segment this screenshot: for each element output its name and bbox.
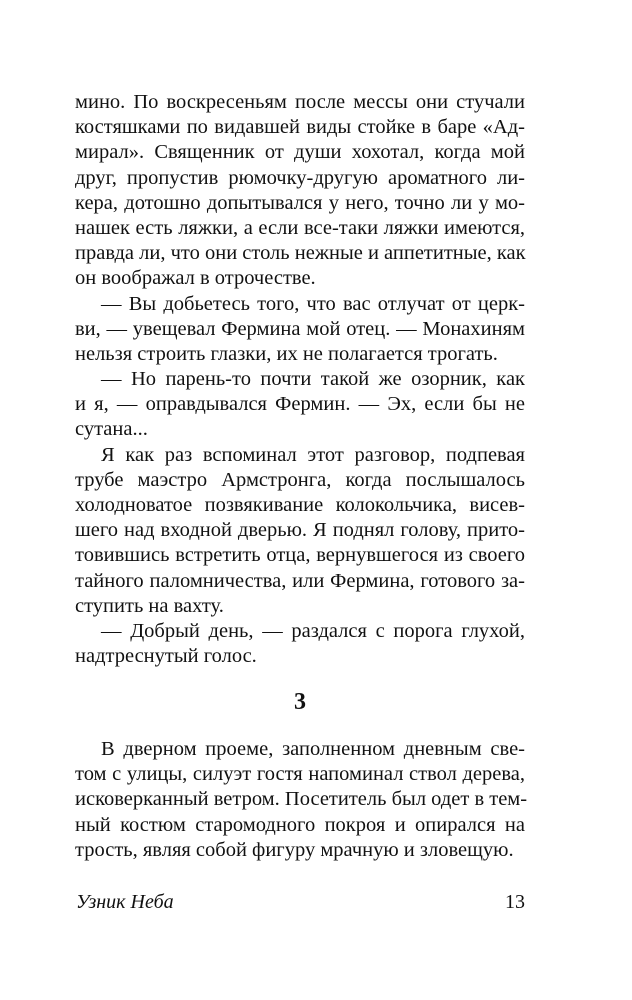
text-line: он воображал в отрочестве. (75, 267, 316, 290)
text-line: кера, дотошно допытывался у него, точно ли у мо- (75, 191, 525, 214)
running-footer-title: Узник Неба (76, 891, 174, 913)
text-line: трость, являя собой фигуру мрачную и зловещую. (75, 838, 514, 861)
text-line: мино. По воскресеньям после мессы они стучали (75, 91, 525, 113)
paragraph-1 (75, 90, 525, 292)
text-line: и я, — оправдывался Фермин. — Эх, если бы не (75, 393, 525, 416)
text-line: товившись встретить отца, вернувшегося из своего (75, 544, 525, 567)
text-line: — Вы добьетесь того, что вас отлучат от церк- (101, 292, 525, 315)
page-number: 13 (505, 891, 525, 913)
text-line: шего над входной дверью. Я поднял голову, прито- (75, 519, 525, 542)
text-line: правда ли, что они столь нежные и аппетитные, как (75, 242, 526, 265)
text-line: сутана... (75, 418, 148, 441)
paragraph-4 (75, 443, 525, 619)
text-line: надтреснутый голос. (75, 645, 257, 668)
text-line: том с улицы, силуэт гостя напоминал ствол дерева, (75, 763, 525, 786)
text-line: Я как раз вспоминал этот разговор, подпевая (101, 443, 525, 466)
text-line: холодноватое позвякивание колокольчика, висев- (75, 494, 525, 516)
text-block-lower (75, 737, 528, 863)
text-line: ви, — увещевал Фермина мой отец. — Монахиням (75, 317, 525, 340)
text-line: ступить на вахту. (75, 594, 224, 617)
text-line: мирал». Священник от души хохотал, когда мой (75, 141, 525, 164)
text-line: друг, пропустив рюмочку-другую ароматного ли- (75, 166, 525, 189)
paragraph-5 (75, 619, 525, 669)
text-line: ный костюм старомодного покроя и опирался на (75, 813, 525, 836)
text-line: — Но парень-то почти такой же озорник, как (101, 368, 525, 391)
text-line: нельзя строить глазки, их не полагается трогать. (75, 342, 498, 365)
paragraph-2 (75, 292, 525, 368)
paragraph-3 (75, 367, 525, 443)
text-line: тайного паломничества, или Фермина, готового за- (75, 569, 525, 592)
text-line: нашек есть ляжки, а если все-таки ляжки имеются, (75, 216, 525, 239)
paragraph-6 (75, 737, 528, 863)
text-line: костяшками по видавшей виды стойке в баре «Ад- (75, 116, 525, 139)
text-line: — Добрый день, — раздался с порога глухой, (101, 619, 525, 642)
text-block-upper (75, 90, 525, 669)
text-line: трубе маэстро Армстронга, когда послышалось (75, 468, 525, 491)
text-line: исковерканный ветром. Посетитель был одет в тем- (75, 788, 528, 811)
text-line: В дверном проеме, заполненном дневным све- (101, 738, 525, 760)
chapter-number: 3 (294, 689, 306, 715)
